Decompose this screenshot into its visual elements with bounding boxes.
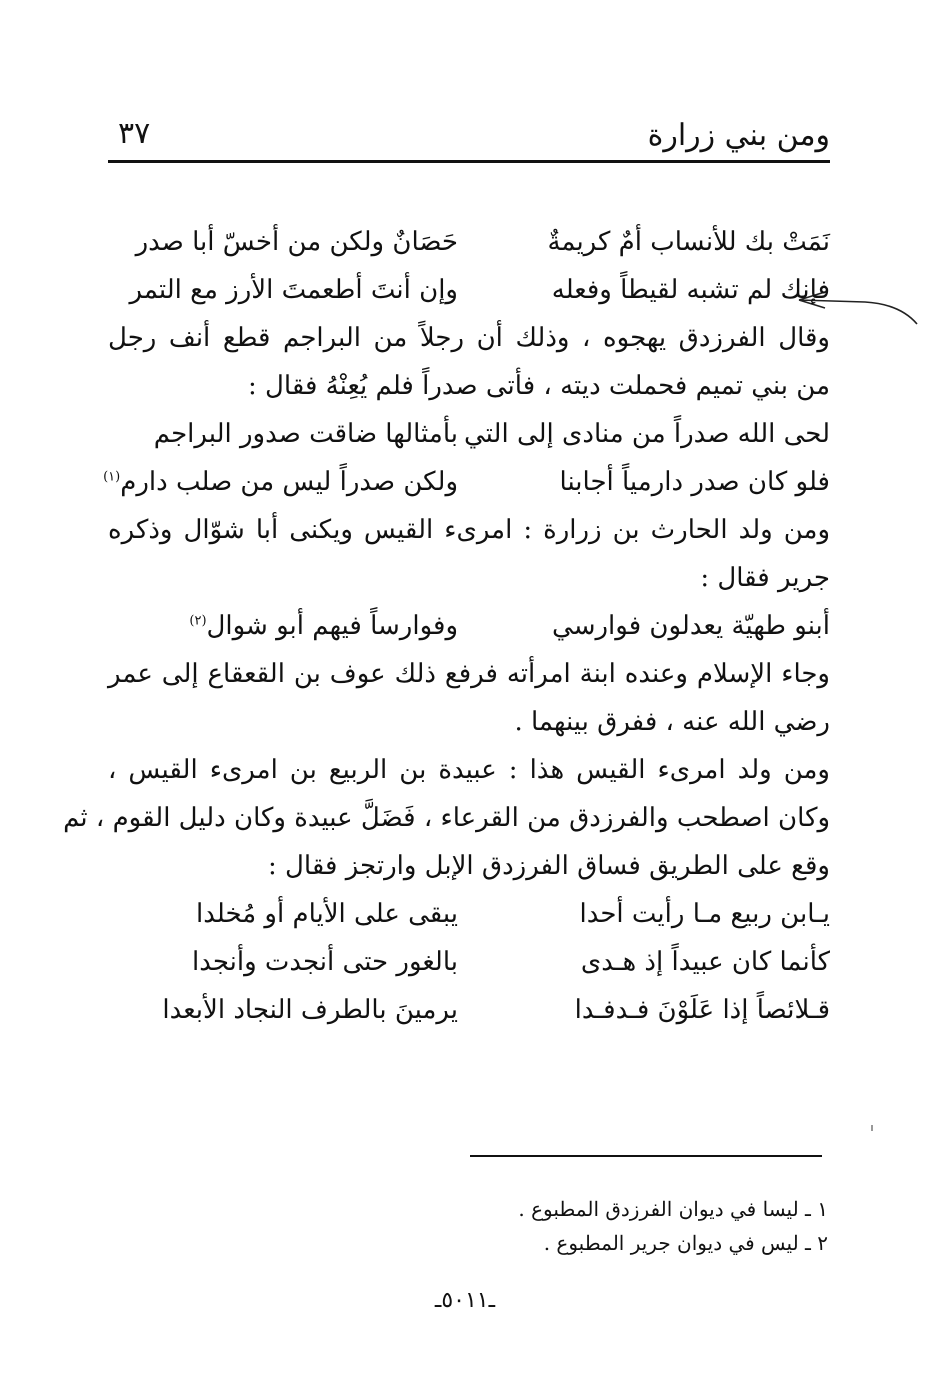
verse-first-hemistich: فإنك لم تشبه لقيطاً وفعله: [551, 275, 830, 305]
prose-line: وقع على الطريق فساق الفرزدق الإبل وارتجز فقال :: [268, 851, 830, 881]
scan-speck: [871, 1125, 873, 1131]
verse-line: [108, 266, 830, 314]
footnote-marker: (١): [103, 469, 121, 485]
verse-first-hemistich: قـلائصاً إذا عَلَوْنَ فـدفـدا: [574, 995, 830, 1025]
verse-line: [108, 410, 830, 458]
footnote: ١ ـ ليسا في ديوان الفرزدق المطبوع .: [518, 1197, 828, 1221]
prose-line: جرير فقال :: [700, 563, 830, 593]
verse-line: [108, 938, 830, 986]
verse-second-hemistich: [103, 458, 458, 506]
verse-first-hemistich: نَمَتْ بك للأنساب أمٌ كريمةٌ: [547, 227, 830, 257]
footnote-rule: [470, 1155, 822, 1157]
prose-line: من بني تميم فحملت ديته ، فأتى صدراً فلم يُعِنْهُ فقال :: [248, 371, 830, 401]
prose-line: وجاء الإسلام وعنده ابنة امرأته فرفع ذلك عوف بن القعقاع إلى عمر: [108, 659, 830, 689]
verse-first-hemistich: أبنو طهيّة يعدلون فوارسي: [552, 611, 830, 641]
header-rule: [108, 160, 830, 163]
verse-second-hemistich: يبقى على الأيام أو مُخلدا: [195, 899, 458, 929]
verse-second-hemistich: بأمثالها ضاقت صدور البراجم: [153, 419, 458, 449]
verse-text: وفوارساً فيهم أبو شوال: [206, 611, 458, 641]
verse-second-hemistich: [108, 602, 458, 650]
verse-first-hemistich: لحى الله صدراً من منادى إلى التي: [464, 419, 830, 449]
folio-number: ـ٥٠١١ـ: [434, 1288, 496, 1313]
verse-second-hemistich: وإن أنتَ أطعمتَ الأرز مع التمر: [129, 275, 458, 305]
page-number: ٣٧: [118, 116, 151, 151]
verse-line: [108, 986, 830, 1034]
verse-text: ولكن صدراً ليس من صلب دارم: [120, 467, 458, 497]
verse-line: [108, 890, 830, 938]
footnote: ٢ ـ ليس في ديوان جرير المطبوع .: [543, 1231, 828, 1255]
verse-line: [108, 602, 830, 650]
verse-line: [108, 218, 830, 266]
verse-line: [103, 458, 830, 506]
chapter-title: ومن بني زرارة: [647, 118, 830, 153]
verse-first-hemistich: كأنما كان عبيداً إذ هـدى: [580, 947, 830, 977]
prose-line: ومن ولد امرىء القيس هذا : عبيدة بن الربيع بن امرىء القيس ،: [108, 755, 830, 785]
prose-line: وكان اصطحب والفرزدق من القرعاء ، فَضَلَّ عبيدة وكان دليل القوم ، ثم: [63, 803, 830, 833]
footnotes: [368, 1192, 828, 1260]
verse-first-hemistich: فلو كان صدر دارمياً أجابنا: [559, 467, 830, 497]
prose-line: ومن ولد الحارث بن زرارة : امرىء القيس ويكنى أبا شوّال وذكره: [108, 515, 830, 545]
prose-line: رضي الله عنه ، ففرق بينهما .: [514, 707, 830, 737]
running-header: [108, 112, 830, 164]
prose-line: وقال الفرزدق يهجوه ، وذلك أن رجلاً من البراجم قطع أنف رجل: [108, 323, 830, 353]
page-body: [63, 218, 830, 1034]
verse-second-hemistich: بالغور حتى أنجدت وأنجدا: [191, 947, 458, 977]
verse-second-hemistich: حَصَانٌ ولكن من أخسّ أبا صدر: [135, 227, 458, 257]
verse-first-hemistich: يـابن ربيع مـا رأيت أحدا: [579, 899, 830, 929]
footnote-marker: (٢): [189, 613, 207, 629]
verse-second-hemistich: يرمينَ بالطرف النجاد الأبعدا: [162, 995, 458, 1025]
